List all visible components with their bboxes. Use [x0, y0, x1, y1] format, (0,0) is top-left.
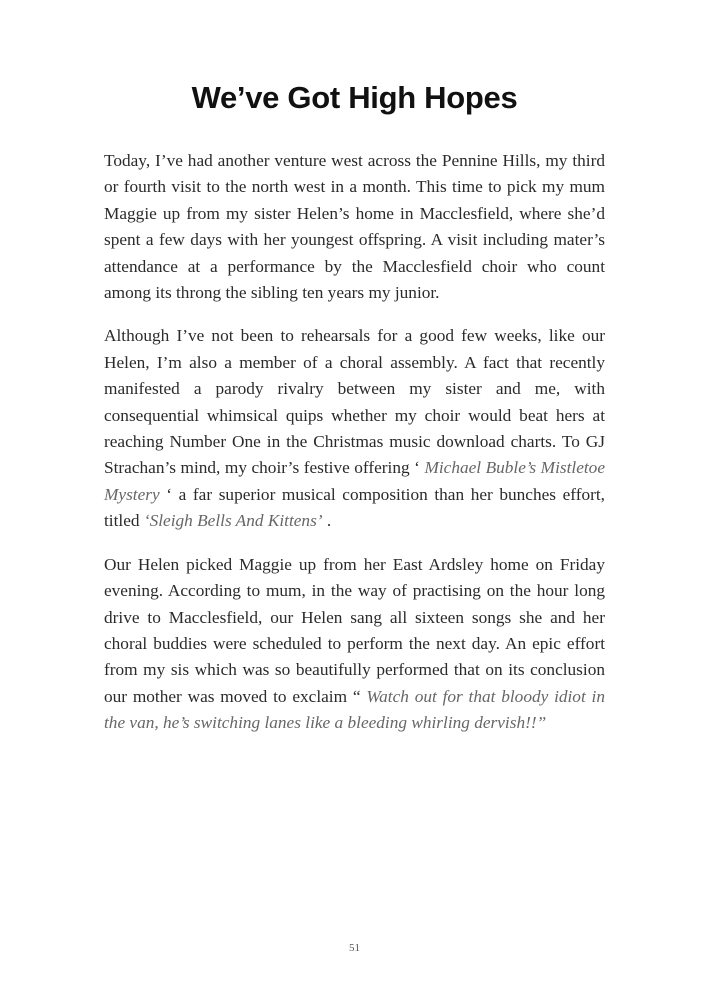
paragraph-2-text-2: ‘ a far superior musical composition than her bunches effort, titled	[104, 484, 605, 531]
paragraph-1	[104, 148, 605, 306]
chapter-body	[104, 148, 605, 754]
paragraph-1-text: Today, I’ve had another venture west across the Pennine Hills, my third or fourth visit to the north west in a month. This time to pick my mum Maggie up from my sister Helen’s home in Macclesfield, where she’d spent a few days with her youngest offspring. A visit including mater’s attendance at a performance by the Macclesfield choir who count among its throng the sibling ten years my junior.	[104, 151, 605, 303]
paragraph-3-text-1: Our Helen picked Maggie up from her East Ardsley home on Friday evening. According to mum, in the way of practising on the hour long drive to Macclesfield, our Helen sang all sixteen songs she and her choral buddies were scheduled to perform the next day. An epic effort from my sis which was so beautifully performed that on its conclusion our mother was moved to exclaim “	[104, 554, 605, 706]
paragraph-2	[104, 323, 605, 534]
mum-quote: Watch out for that bloody idiot in the van, he’s switching lanes like a bleeding whirling dervish!!”	[104, 686, 605, 733]
page-number: 51	[349, 942, 360, 954]
paragraph-2-text-3: .	[322, 511, 332, 531]
paragraph-3	[104, 552, 605, 737]
chapter-title: We’ve Got High Hopes	[191, 80, 518, 115]
paragraph-2-text-1: Although I’ve not been to rehearsals for a good few weeks, like our Helen, I’m also a member of a choral assembly. A fact that recently manifested a parody rivalry between my sister and me, with consequential whimsical quips whether my choir would beat hers at reaching Number One in the Christmas music download charts. To GJ Strachan’s mind, my choir’s festive offering ‘	[104, 326, 605, 478]
song-title-mistletoe: Michael Buble’s Mistletoe Mystery	[104, 458, 605, 504]
song-title-sleigh-bells: ‘Sleigh Bells And Kittens’	[143, 511, 323, 531]
